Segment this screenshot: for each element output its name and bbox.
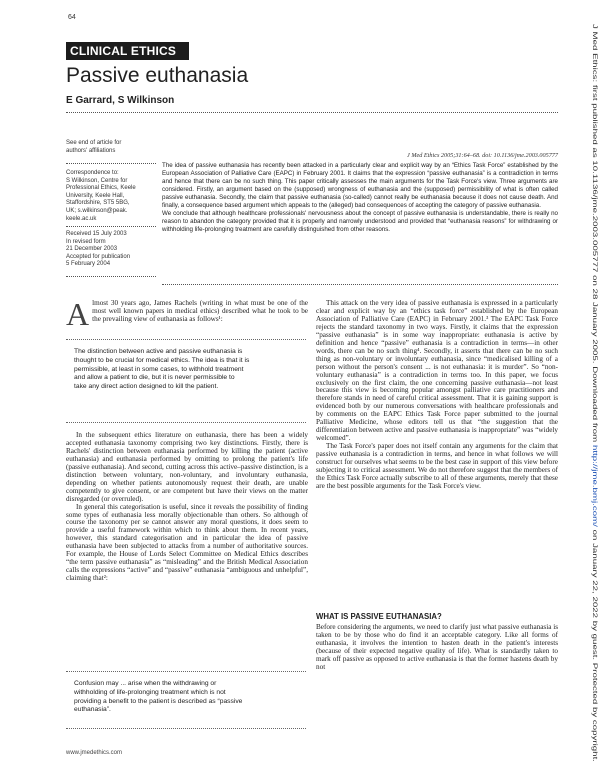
left-body [66,432,308,583]
history-line: 5 February 2004 [66,261,111,268]
section-heading: WHAT IS PASSIVE EUTHANASIA? [316,612,442,621]
affiliation-line: authors' affiliations [66,147,116,154]
correspondence-line: S Wilkinson, Centre for [66,177,128,184]
vertical-note-link[interactable]: http://jme.bmj.com/ [591,444,598,501]
correspondence-line: keele.ac.uk [66,215,97,222]
right-body [316,300,558,491]
history-line: 21 December 2003 [66,246,118,253]
sidebar-divider [66,276,156,277]
affiliation-line: See end of article for [66,140,122,146]
correspondence-line: Correspondence to: [66,170,119,176]
quote-line: thought to be crucial for medical ethics. The idea is that it is [74,356,250,364]
abstract-paragraph: The idea of passive euthanasia has recently been attacked in a particularly clear and explicit way by an “Ethics Task Force” established by the European Association of Palliative Care (EAPC) in February 2001. It claims that the expression “passive euthanasia” is a contradiction in terms and hence that there can be no such thing. This paper critically assesses the main arguments for the Task Force's view. Three arguments are considered. Firstly, an argument based on the (supposed) wrongness of euthanasia and the (supposed) permissibility of what is often called passive euthanasia. Secondly, the claim that passive euthanasia (so-called) cannot really be euthanasia because it does not cause death. And finally, a consequence based argument which appeals to the (alleged) bad consequences of accepting the category of passive euthanasia. [162,162,558,210]
quote-line: withholding of life-prolonging treatment which is not [74,688,226,696]
history-line: Accepted for publication [66,253,131,260]
vertical-note-text: J Med Ethics: first published as 10.1136/jme.2003.005777 on 28 January 2005. Downloaded from [591,24,598,309]
correspondence-line: UK; s.wilkinson@peak. [66,207,128,214]
quote-line: and allow a patient to die, but it is never permissible to [74,374,235,382]
history-line: In revised form [66,238,106,245]
abstract-paragraph: We conclude that although healthcare professionals' nervousness about the concept of passive euthanasia is understandable, there is really no reason to abandon the category provided that it is properly and narrowly understood and provided that “euthanasia reasons” for withdrawing or withholding life-prolonging treatment are carefully distinguished from other reasons. [162,210,558,234]
vertical-note-svg [586,24,596,764]
quote-line: euthanasia”. [74,706,111,714]
article-title: Passive euthanasia [66,64,249,87]
correspondence-line: Staffordshire, ST5 5BG, [66,200,130,207]
page-number: 64 [68,14,76,21]
rachels-quote [66,339,306,423]
quote-line: The distinction between active and passive euthanasia is [74,348,243,355]
citation: J Med Ethics 2005;31:64–68. doi: 10.1136/jme.2003.005777 [407,152,558,159]
correspondence [66,170,156,223]
right-body-continued [316,624,558,672]
body-paragraph: In general this categorisation is useful, since it reveals the possibility of finding some types of euthanasia less morally objectionable than others. So although of course the taxonomy per se cannot answer any moral questions, it does seem to provide a useful framework within which to think about them. In recent years, however, this standard categorisation and in particular the idea of passive euthanasia have been subjected to attacks from a number of authoritative sources. For example, the House of Lords Select Committee on Medical Ethics describes “the term passive euthanasia” as “misleading” and the British Medical Association calls the expressions “active” and “passive” euthanasia “ambiguous and unhelpful”, claiming that²: [66,502,308,583]
vertical-copyright-note [586,24,596,764]
correspondence-line: Professional Ethics, Keele [66,185,136,192]
affiliation-note [66,140,156,155]
quote-line: take any direct action designed to kill the patient. [74,383,219,391]
intro-text: lmost 30 years ago, James Rachels (writing in what must be one of the most well known papers in medical ethics) described what he took to be the prevailing view of euthanasia as follows¹: [92,299,308,323]
svg-text:J Med Ethics: first published [591,24,598,762]
sidebar-divider [66,163,156,164]
body-paragraph: In the subsequent ethics literature on euthanasia, there has been a widely accepted euthanasia taxonomy comprising two key distinctions. Firstly, there is Rachels' distinction between euthanasia performed by killing the patient (active euthanasia) and euthanasia performed by omitting to prolong the patient's life (passive euthanasia). And second, cutting across this active–passive distinction, is a distinction between voluntary, non-voluntary, and involuntary euthanasia, depending on whether patients autonomously request their death, are unable competently to give consent, or are competent but have their views on the matter disregarded (or overruled). [66,431,308,503]
vertical-note-text-end: on January 22, 2022 by guest. Protected by copyright. [591,529,598,688]
abstract [162,162,558,234]
history-line: Received 15 July 2003 [66,231,127,237]
title-divider [66,112,558,113]
section-band: CLINICAL ETHICS [66,42,189,60]
correspondence-line: University, Keele Hall, [66,192,125,199]
abstract-divider [162,284,558,285]
article-history [66,231,156,269]
sidebar-divider [66,226,156,227]
bma-quote [66,671,306,729]
body-paragraph: The Task Force's paper does not itself contain any arguments for the claim that passive euthanasia is a contradiction in terms, and hence in what follows we will construct for ourselves what seems to be the best case in support of this view before subjecting it to critical assessment. We do not therefore suggest that the members of the Ethics Task Force actually subscribe to all of these arguments, merely that these are the best possible arguments for the Task Force's view. [316,442,558,490]
quote-line: providing a benefit to the patient is described as “passive [74,697,243,705]
authors: E Garrard, S Wilkinson [66,95,175,106]
journal-url: www.jmedethics.com [66,750,123,756]
drop-cap: A [66,296,90,332]
body-paragraph: This attack on the very idea of passive euthanasia is expressed in a particularly clear and explicit way by an “ethics task force” established by the European Association of Palliative Care (EAPC) in February 2001.³ The EAPC Task Force rejects the standard taxonomy in two ways. Firstly, it claims that the expression “passive euthanasia” is in some way inappropriate: euthanasia is active by definition and hence “passive” euthanasia is a contradiction in terms—in other words, there can be no such thing⁴. Secondly, it asserts that there can be no such thing as non-voluntary or involuntary euthanasia, since “medicalised killing of a person without the person's consent ... is not euthanasia: it is murder”. So “non-voluntary euthanasia” is a contradiction in terms too. In this paper, we focus exclusively on the first claim, the one concerning passive euthanasia—not least because this view is becoming popular amongst palliative care practitioners and therefore stands in need of careful critical assessment. That it is gaining support is evidenced both by our numerous conversations with healthcare professionals and by comments on the EAPC Ethics Task Force paper submitted to the journal Palliative Medicine, whose editors tell us that “the suggestion that the differentiation between active and passive euthanasia is inappropriate” was “widely welcomed”. [316,299,558,443]
quote-line: Confusion may ... arise when the withdrawing or [74,680,217,687]
body-paragraph: Before considering the arguments, we need to clarify just what passive euthanasia is taken to be by those who do find it an acceptable category. Like all forms of euthanasia, it involves the intention to hasten death in the patient's interests (because of their expected negative quality of life). What is standardly taken to mark off passive as opposed to active euthanasia is that the former hastens death by not [316,623,558,671]
quote-line: permissible, at least in some cases, to withhold treatment [74,365,244,373]
intro-paragraph [66,296,308,332]
